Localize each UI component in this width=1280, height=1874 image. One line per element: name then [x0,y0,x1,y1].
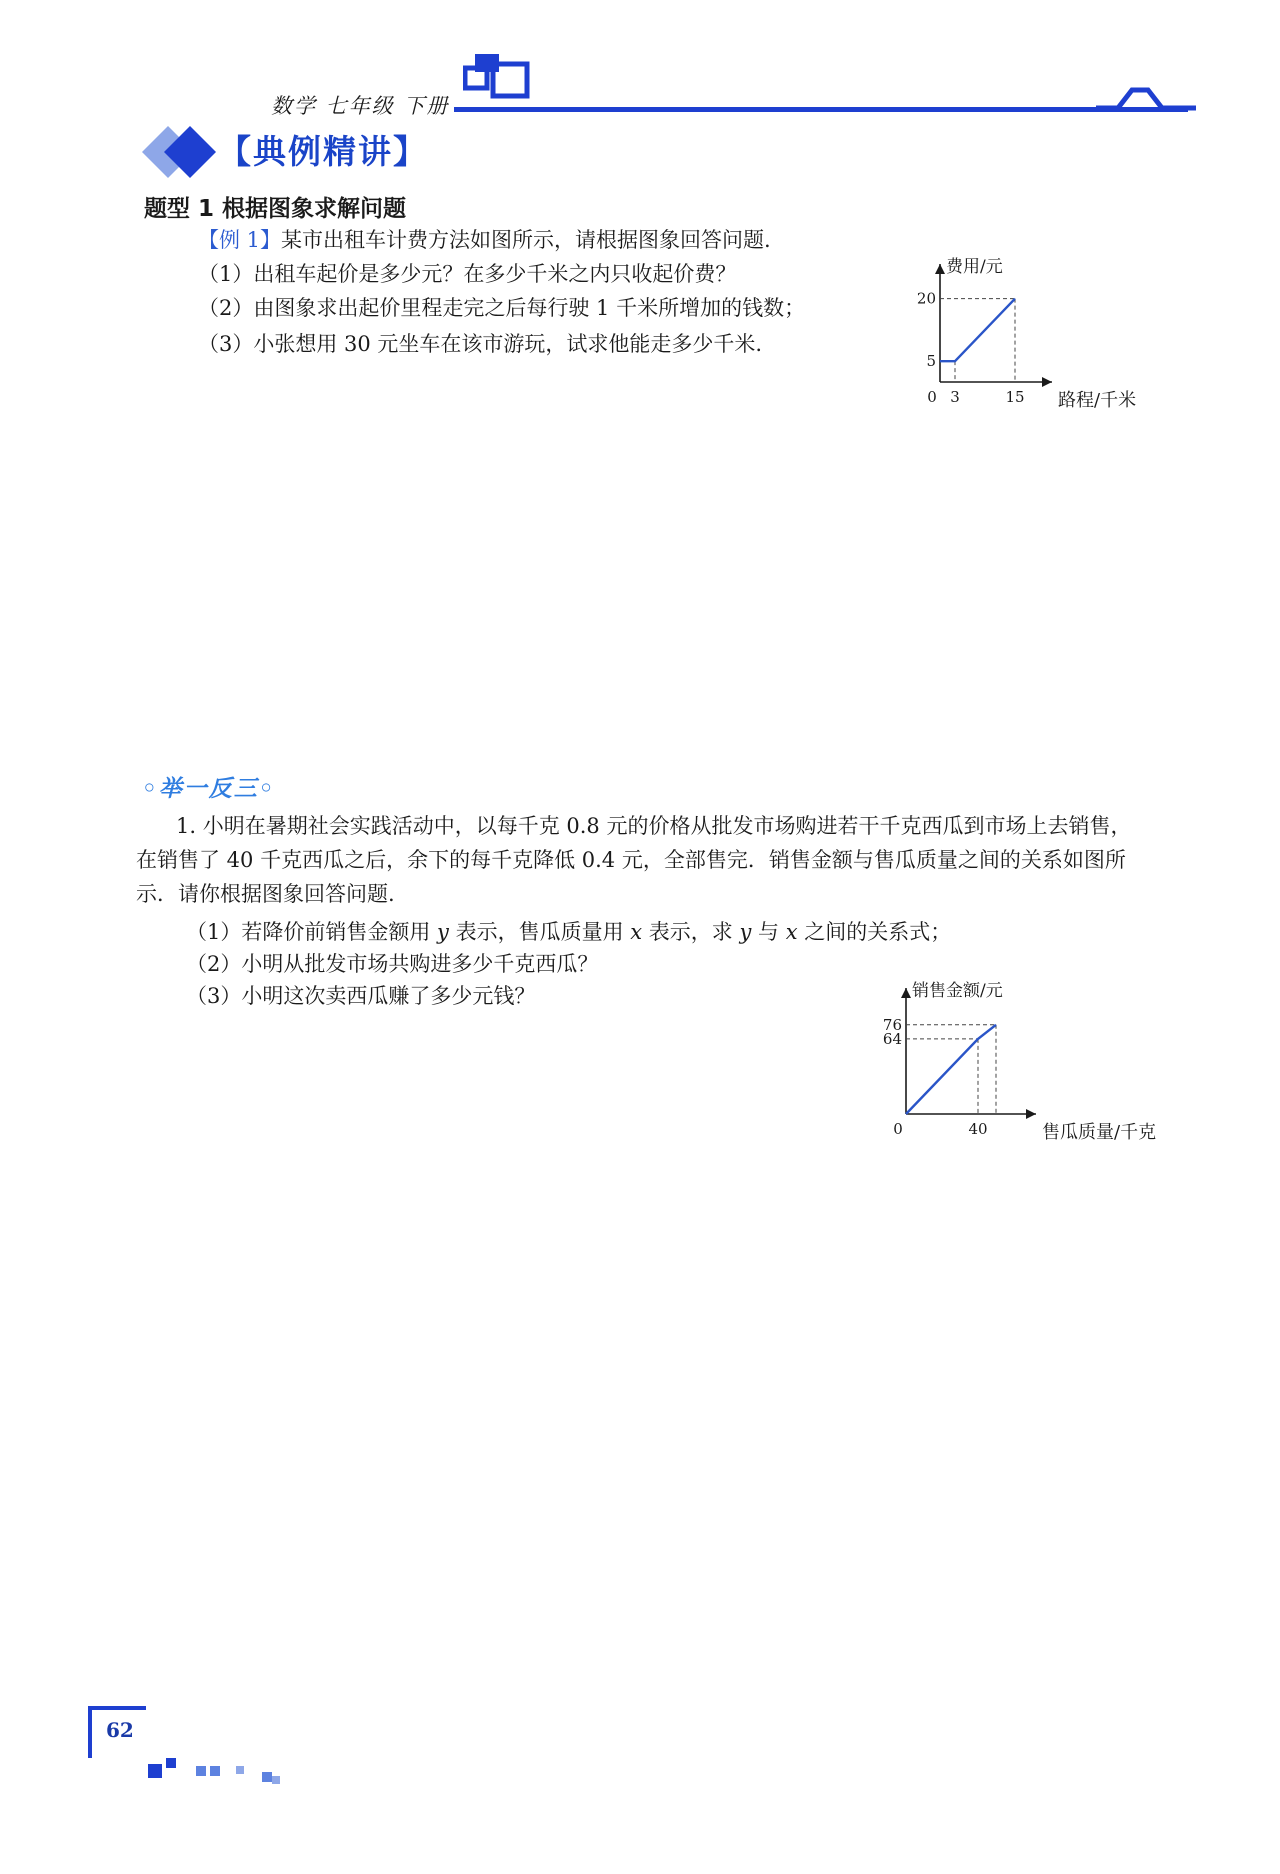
practice-line-2: 在销售了 40 千克西瓜之后，余下的每千克降低 0.4 元，全部售完．销售金额与售瓜质量之间的关系如图所 [136,848,1126,872]
y-tick-label: 5 [926,352,936,371]
section-banner: 【典例精讲】 [218,132,428,171]
x-tick-label: 15 [1005,388,1025,406]
x-axis-arrow [1042,377,1052,387]
y-tick-label: 64 [882,1029,902,1048]
example-tag: 【例 1】 [198,228,282,252]
practice-line-3: 示．请你根据图象回答问题. [136,882,395,906]
q1-text-d: 与 [751,920,786,944]
header-rule [454,104,1188,114]
practice-question-3: （3）小明这次卖西瓜赚了多少元钱？ [186,984,536,1008]
q1-text-c: 表示，求 [642,920,740,944]
q1-text-e: 之间的关系式； [797,920,952,944]
header-wave [1096,84,1196,114]
origin-label: 0 [893,1120,903,1138]
page-number: 62 [106,1718,134,1742]
y-tick-label: 76 [882,1015,902,1034]
practice-question-2: （2）小明从批发市场共购进多少千克西瓜？ [186,952,599,976]
var-x: x [785,920,798,944]
practice-question-1 [186,920,951,945]
watermelon-sales-chart [882,974,1162,1144]
book-title: 数学 七年级 下册 [271,94,450,118]
practice-title: ◦举一反三◦ [142,776,276,802]
y-axis-arrow [935,264,945,274]
example-question-1: （1）出租车起价是多少元？在多少千米之内只收起价费？ [198,262,737,286]
y-axis-arrow [901,988,911,998]
series-line [906,1025,996,1114]
practice-line-1: 1. 小明在暑期社会实践活动中，以每千克 0.8 元的价格从批发市场购进若干千克西瓜到市场上去销售， [176,814,1132,838]
y-axis-label: 销售金额/元 [912,981,1003,1001]
q1-text-a: （1）若降价前销售金额用 [186,920,438,944]
x-tick-label: 3 [950,388,960,406]
q1-text-b: 表示，售瓜质量用 [448,920,631,944]
x-axis-label: 售瓜质量/千克 [1042,1122,1157,1143]
origin-label: 0 [927,388,937,406]
taxi-fare-chart [910,244,1150,414]
var-x: x [630,920,643,944]
example-question-2: （2）由图象求出起价里程走完之后每行驶 1 千米所增加的钱数； [198,296,806,320]
series-line [940,299,1015,362]
var-y: y [739,920,752,944]
example-intro [198,228,771,253]
x-axis-arrow [1026,1109,1036,1119]
var-y: y [437,920,449,944]
y-axis-label: 费用/元 [946,257,1003,277]
footer-decoration [140,1750,290,1790]
y-tick-label: 20 [916,289,936,308]
x-tick-label: 40 [968,1120,988,1138]
example-question-3: （3）小张想用 30 元坐车在该市游玩，试求他能走多少千米. [198,332,763,356]
topic-heading: 题型 1 根据图象求解问题 [144,196,407,222]
example-intro-text: 某市出租车计费方法如图所示，请根据图象回答问题. [281,228,771,252]
header-decoration [463,50,531,102]
x-axis-label: 路程/千米 [1058,390,1137,411]
